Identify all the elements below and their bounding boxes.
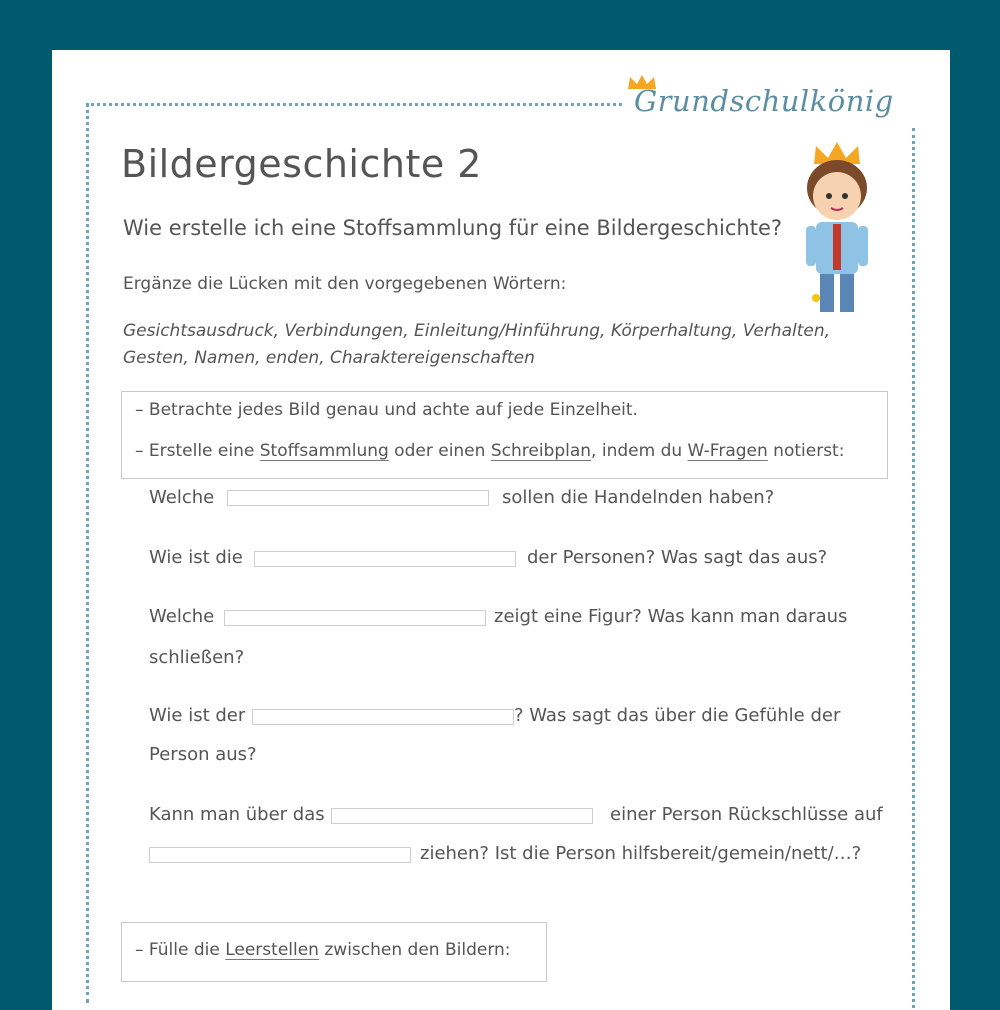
q5-text-before: Kann man über das xyxy=(149,804,325,825)
leerstellen-text xyxy=(135,940,511,960)
page-subtitle: Wie erstelle ich eine Stoffsammlung für eine Bildergeschichte? xyxy=(123,216,783,240)
q5-blank-field-1[interactable] xyxy=(331,808,593,824)
page-title: Bildergeschichte 2 xyxy=(121,142,482,186)
q5-blank-field-2[interactable] xyxy=(149,847,411,863)
q4-text-before: Wie ist der xyxy=(149,705,246,726)
q3-blank-field[interactable] xyxy=(224,610,486,626)
q5-text-continued: ziehen? Ist die Person hilfsbereit/gemein/nett/…? xyxy=(420,843,862,864)
q4-text-after: ? Was sagt das über die Gefühle der xyxy=(514,705,841,726)
q4-blank-field[interactable] xyxy=(252,709,514,725)
w-fragen-term: W-Fragen xyxy=(687,441,768,461)
leerstellen-part-a: – Fülle die xyxy=(135,940,226,960)
step-2-part-b: oder einen xyxy=(388,441,491,461)
q3-text-before: Welche xyxy=(149,606,215,627)
stoffsammlung-term: Stoffsammlung xyxy=(259,441,389,461)
q5-text-after: einer Person Rückschlüsse auf xyxy=(610,804,883,825)
step-2-part-a: – Erstelle eine xyxy=(135,441,260,461)
q2-text-before: Wie ist die xyxy=(149,547,243,568)
step-2-part-d: notierst: xyxy=(767,441,845,461)
leerstellen-term: Leerstellen xyxy=(225,940,319,960)
q1-blank-field[interactable] xyxy=(227,490,489,506)
boy-with-crown-illustration xyxy=(792,138,882,318)
dotted-border-right xyxy=(912,128,915,1008)
step-1-text: – Betrachte jedes Bild genau und achte auf jede Einzelheit. xyxy=(135,400,638,420)
q2-text-after: der Personen? Was sagt das aus? xyxy=(527,547,828,568)
q3-text-after: zeigt eine Figur? Was kann man daraus xyxy=(494,606,848,627)
dotted-border-left xyxy=(86,103,89,1003)
q2-blank-field[interactable] xyxy=(254,551,516,567)
schreibplan-term: Schreibplan xyxy=(490,441,592,461)
instruction-text: Ergänze die Lücken mit den vorgegebenen Wörtern: xyxy=(123,274,567,294)
leerstellen-part-b: zwischen den Bildern: xyxy=(318,940,511,960)
q1-text-after: sollen die Handelnden haben? xyxy=(502,487,775,508)
step-2-part-c: , indem du xyxy=(591,441,688,461)
q4-text-continued: Person aus? xyxy=(149,744,257,765)
brand-logo: Grundschulkönig xyxy=(634,84,894,118)
step-2-text xyxy=(135,441,844,461)
dotted-border-top xyxy=(86,103,622,106)
word-bank: Gesichtsausdruck, Verbindungen, Einleitung/Hinführung, Körperhaltung, Verhalten, Gesten, Namen, enden, Charaktereigenschaften xyxy=(123,321,831,368)
q3-text-continued: schließen? xyxy=(149,647,245,668)
q1-text-before: Welche xyxy=(149,487,215,508)
